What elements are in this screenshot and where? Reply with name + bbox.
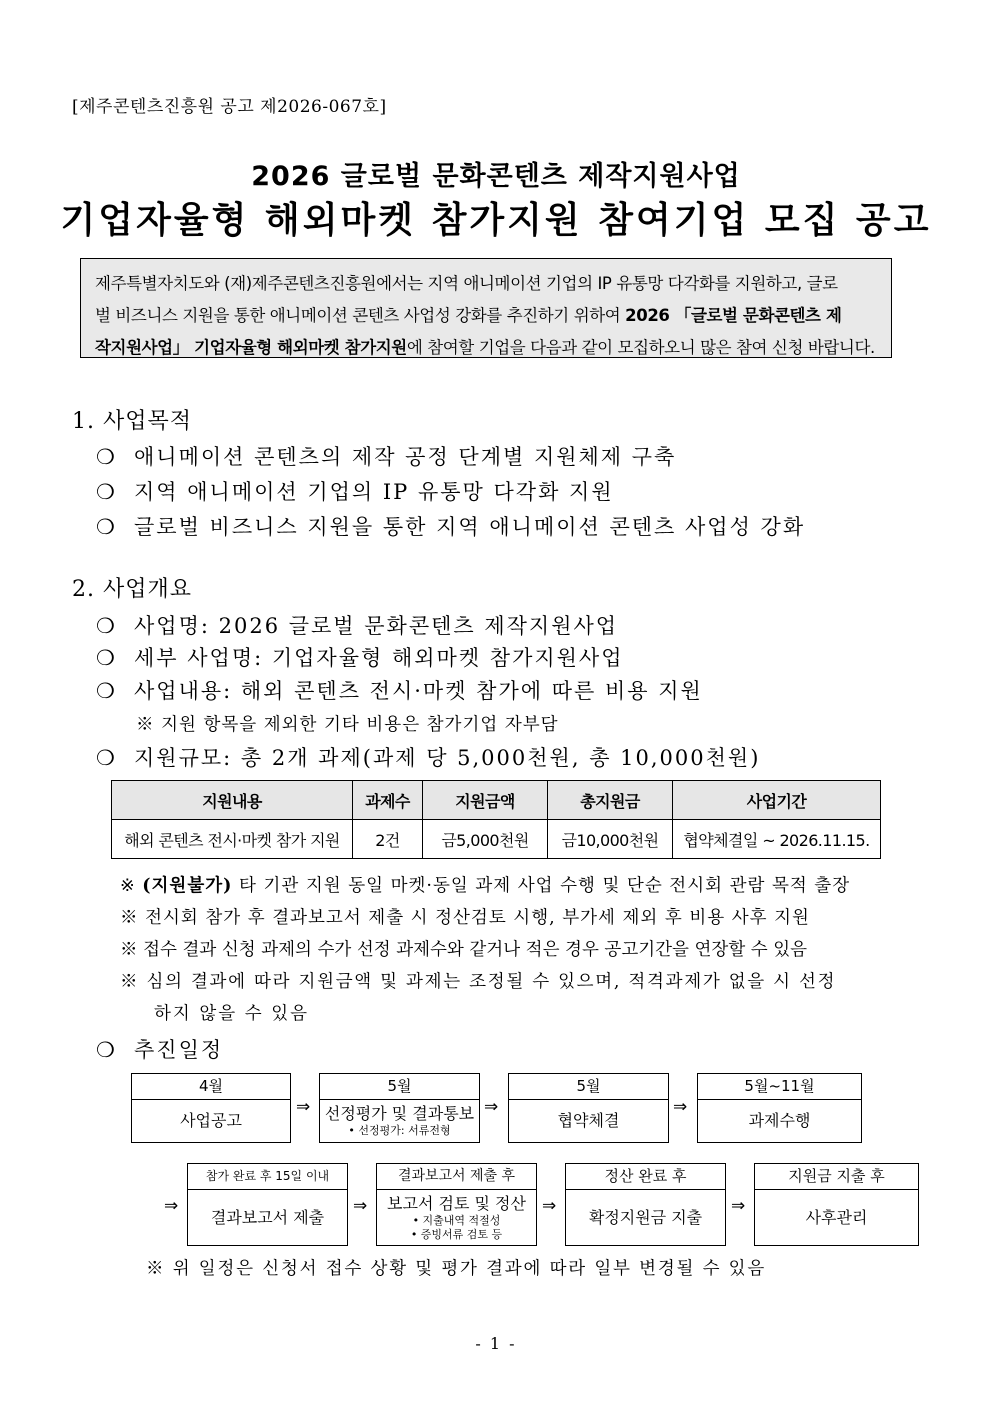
bullet-circle-icon: ❍ — [96, 614, 117, 638]
budget-table — [111, 780, 881, 859]
note-item: ※ 전시회 참가 후 결과보고서 제출 시 정산검토 시행, 부가세 제외 후 비용 사후 지원 — [120, 908, 810, 928]
schedule-step-label: 사업공고 — [180, 1111, 242, 1130]
title-line-2: 기업자율형 해외마켓 참가지원 참여기업 모집 공고 — [60, 200, 932, 241]
schedule-step-period: 정산 완료 후 — [566, 1164, 725, 1190]
bullet-circle-icon: ❍ — [96, 1038, 117, 1062]
bullet-circle-icon: ❍ — [96, 445, 117, 469]
schedule-step — [187, 1163, 348, 1246]
schedule-title: ❍ 추진일정 — [96, 1038, 224, 1062]
note-mark-icon: ※ — [120, 940, 138, 960]
note-mark-icon: ※ — [146, 1259, 166, 1279]
bullet-circle-icon: ❍ — [96, 679, 117, 703]
arrow-right-icon: ⇒ — [542, 1196, 557, 1216]
intro-box — [80, 258, 892, 358]
arrow-right-icon: ⇒ — [484, 1097, 499, 1117]
table-header-cell: 총지원금 — [548, 781, 673, 820]
table-cell: 해외 콘텐츠 전시·마켓 참가 지원 — [112, 820, 353, 859]
overview-item: ❍ 사업명: 2026 글로벌 문화콘텐츠 제작지원사업 — [96, 614, 619, 638]
purpose-item: ❍ 글로벌 비즈니스 지원을 통한 지역 애니메이션 콘텐츠 사업성 강화 — [96, 515, 806, 539]
schedule-step-label: 선정평가 및 결과통보 — [324, 1104, 475, 1123]
table-row — [112, 820, 881, 859]
table-cell: 금5,000천원 — [423, 820, 548, 859]
overview-item: ❍ 사업내용: 해외 콘텐츠 전시·마켓 참가에 따른 비용 지원 — [96, 679, 703, 703]
table-cell: 2건 — [353, 820, 423, 859]
purpose-item: ❍ 지역 애니메이션 기업의 IP 유통망 다각화 지원 — [96, 480, 614, 504]
table-header-cell: 지원내용 — [112, 781, 353, 820]
bullet-circle-icon: ❍ — [96, 746, 117, 770]
section-2-title: 2. 사업개요 — [72, 577, 192, 602]
table-header-row — [112, 781, 881, 820]
intro-line-2: 벌 비즈니스 지원을 통한 애니메이션 콘텐츠 사업성 강화를 추진하기 위하여 2026 「글로벌 문화콘텐츠 제 — [95, 306, 842, 325]
schedule-note: ※ 위 일정은 신청서 접수 상황 및 평가 결과에 따라 일부 변경될 수 있음 — [146, 1259, 767, 1279]
note-mark-icon: ※ — [120, 876, 136, 896]
schedule-step-label: 보고서 검토 및 정산 — [387, 1193, 526, 1213]
section-1-title: 1. 사업목적 — [72, 409, 192, 434]
content-note: ※ 지원 항목을 제외한 기타 비용은 참가기업 자부담 — [136, 715, 559, 735]
schedule-step-period: 5월 — [320, 1074, 479, 1100]
arrow-right-icon: ⇒ — [353, 1196, 368, 1216]
schedule-step-detail: • 지출내역 적절성 — [412, 1213, 501, 1227]
schedule-step-period: 4월 — [132, 1074, 290, 1100]
bullet-circle-icon: ❍ — [96, 646, 117, 670]
intro-line-1: 제주특별자치도와 (재)제주콘텐츠진흥원에서는 지역 애니메이션 기업의 IP 유통망 다각화를 지원하고, 글로 — [95, 274, 838, 293]
bullet-circle-icon: ❍ — [96, 515, 117, 539]
schedule-step — [319, 1073, 480, 1143]
note-item: ※ 심의 결과에 따라 지원금액 및 과제는 조정될 수 있으며, 적격과제가 없을 시 선정 — [120, 972, 837, 992]
table-header-cell: 사업기간 — [673, 781, 881, 820]
schedule-step — [565, 1163, 726, 1246]
arrow-right-icon: ⇒ — [296, 1097, 311, 1117]
table-header-cell: 지원금액 — [423, 781, 548, 820]
schedule-step-label: 확정지원금 지출 — [588, 1207, 703, 1227]
page-number: - 1 - — [475, 1334, 517, 1353]
note-continuation: 하지 않을 수 있음 — [154, 1004, 310, 1024]
intro-line-3: 작지원사업」 기업자율형 해외마켓 참가지원에 참여할 기업을 다음과 같이 모집하오니 많은 참여 신청 바랍니다. — [95, 338, 875, 357]
schedule-step-period: 참가 완료 후 15일 이내 — [188, 1164, 347, 1190]
title-line-1: 2026 글로벌 문화콘텐츠 제작지원사업 — [251, 161, 741, 192]
schedule-step — [754, 1163, 919, 1246]
schedule-step-label: 과제수행 — [748, 1111, 811, 1130]
notice-number: [제주콘텐츠진흥원 공고 제2026-067호] — [72, 97, 387, 117]
schedule-step-period: 결과보고서 제출 후 — [377, 1164, 536, 1190]
note-mark-icon: ※ — [120, 908, 139, 928]
schedule-step-label: 협약체결 — [557, 1111, 620, 1130]
arrow-right-icon: ⇒ — [673, 1097, 688, 1117]
schedule-step-period: 5월~11월 — [698, 1074, 861, 1100]
arrow-right-icon: ⇒ — [164, 1196, 179, 1216]
arrow-right-icon: ⇒ — [731, 1196, 746, 1216]
table-header-cell: 과제수 — [353, 781, 423, 820]
overview-item: ❍ 세부 사업명: 기업자율형 해외마켓 참가지원사업 — [96, 646, 624, 670]
schedule-step-period: 5월 — [509, 1074, 668, 1100]
note-mark-icon: ※ — [120, 972, 140, 992]
schedule-step-label: 결과보고서 제출 — [210, 1207, 325, 1227]
schedule-step-label: 사후관리 — [805, 1207, 868, 1227]
table-cell: 협약체결일 ~ 2026.11.15. — [673, 820, 881, 859]
purpose-item: ❍ 애니메이션 콘텐츠의 제작 공정 단계별 지원체제 구축 — [96, 445, 677, 469]
bullet-circle-icon: ❍ — [96, 480, 117, 504]
table-cell: 금10,000천원 — [548, 820, 673, 859]
schedule-step — [376, 1163, 537, 1246]
note-mark-icon: ※ — [136, 715, 155, 735]
schedule-step-detail: • 증빙서류 검토 등 — [410, 1227, 503, 1241]
schedule-step-period: 지원금 지출 후 — [755, 1164, 918, 1190]
scale-item: ❍ 지원규모: 총 2개 과제(과제 당 5,000천원, 총 10,000천원) — [96, 746, 761, 770]
note-item: ※ (지원불가) 타 기관 지원 동일 마켓·동일 과제 사업 수행 및 단순 전시회 관람 목적 출장 — [120, 876, 851, 896]
schedule-step — [697, 1073, 862, 1143]
schedule-step — [508, 1073, 669, 1143]
note-item: ※ 접수 결과 신청 과제의 수가 선정 과제수와 같거나 적은 경우 공고기간을 연장할 수 있음 — [120, 940, 808, 960]
schedule-step — [131, 1073, 291, 1143]
schedule-step-detail: • 선정평가: 서류전형 — [348, 1124, 451, 1137]
